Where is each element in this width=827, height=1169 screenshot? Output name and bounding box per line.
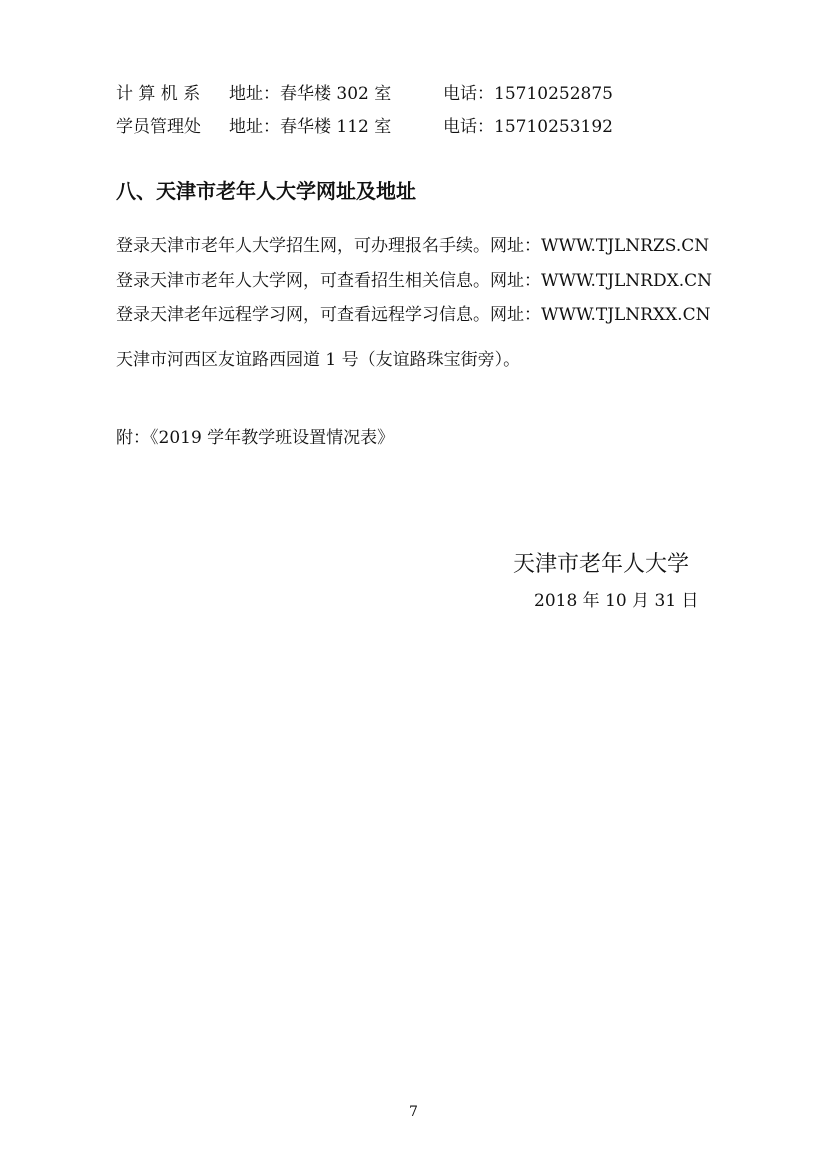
- contact-phone: 电话：15710253192: [443, 117, 613, 137]
- signature-organization: 天津市老年人大学: [513, 552, 690, 577]
- section-heading: 八、天津市老年人大学网址及地址: [116, 179, 416, 203]
- contact-address: 地址：春华楼 112 室: [229, 117, 392, 137]
- info-line-university-site: 登录天津市老年人大学网，可查看招生相关信息。网址：WWW.TJLNRDX.CN: [116, 271, 712, 291]
- attachment-note: 附：《2019 学年教学班设置情况表》: [116, 428, 395, 448]
- info-line-enrollment-site: 登录天津市老年人大学招生网，可办理报名手续。网址：WWW.TJLNRZS.CN: [116, 236, 710, 256]
- info-line-address: 天津市河西区友谊路西园道 1 号（友谊路珠宝街旁）。: [116, 350, 521, 370]
- contact-phone: 电话：15710252875: [443, 84, 613, 104]
- contact-dept: 学员管理处: [116, 117, 201, 137]
- info-line-remote-learning-site: 登录天津老年远程学习网，可查看远程学习信息。网址：WWW.TJLNRXX.CN: [116, 305, 711, 325]
- contact-address: 地址：春华楼 302 室: [229, 84, 392, 104]
- contact-dept: 计 算 机 系: [116, 84, 201, 104]
- page-number: 7: [409, 1104, 418, 1120]
- signature-date: 2018 年 10 月 31 日: [534, 591, 699, 611]
